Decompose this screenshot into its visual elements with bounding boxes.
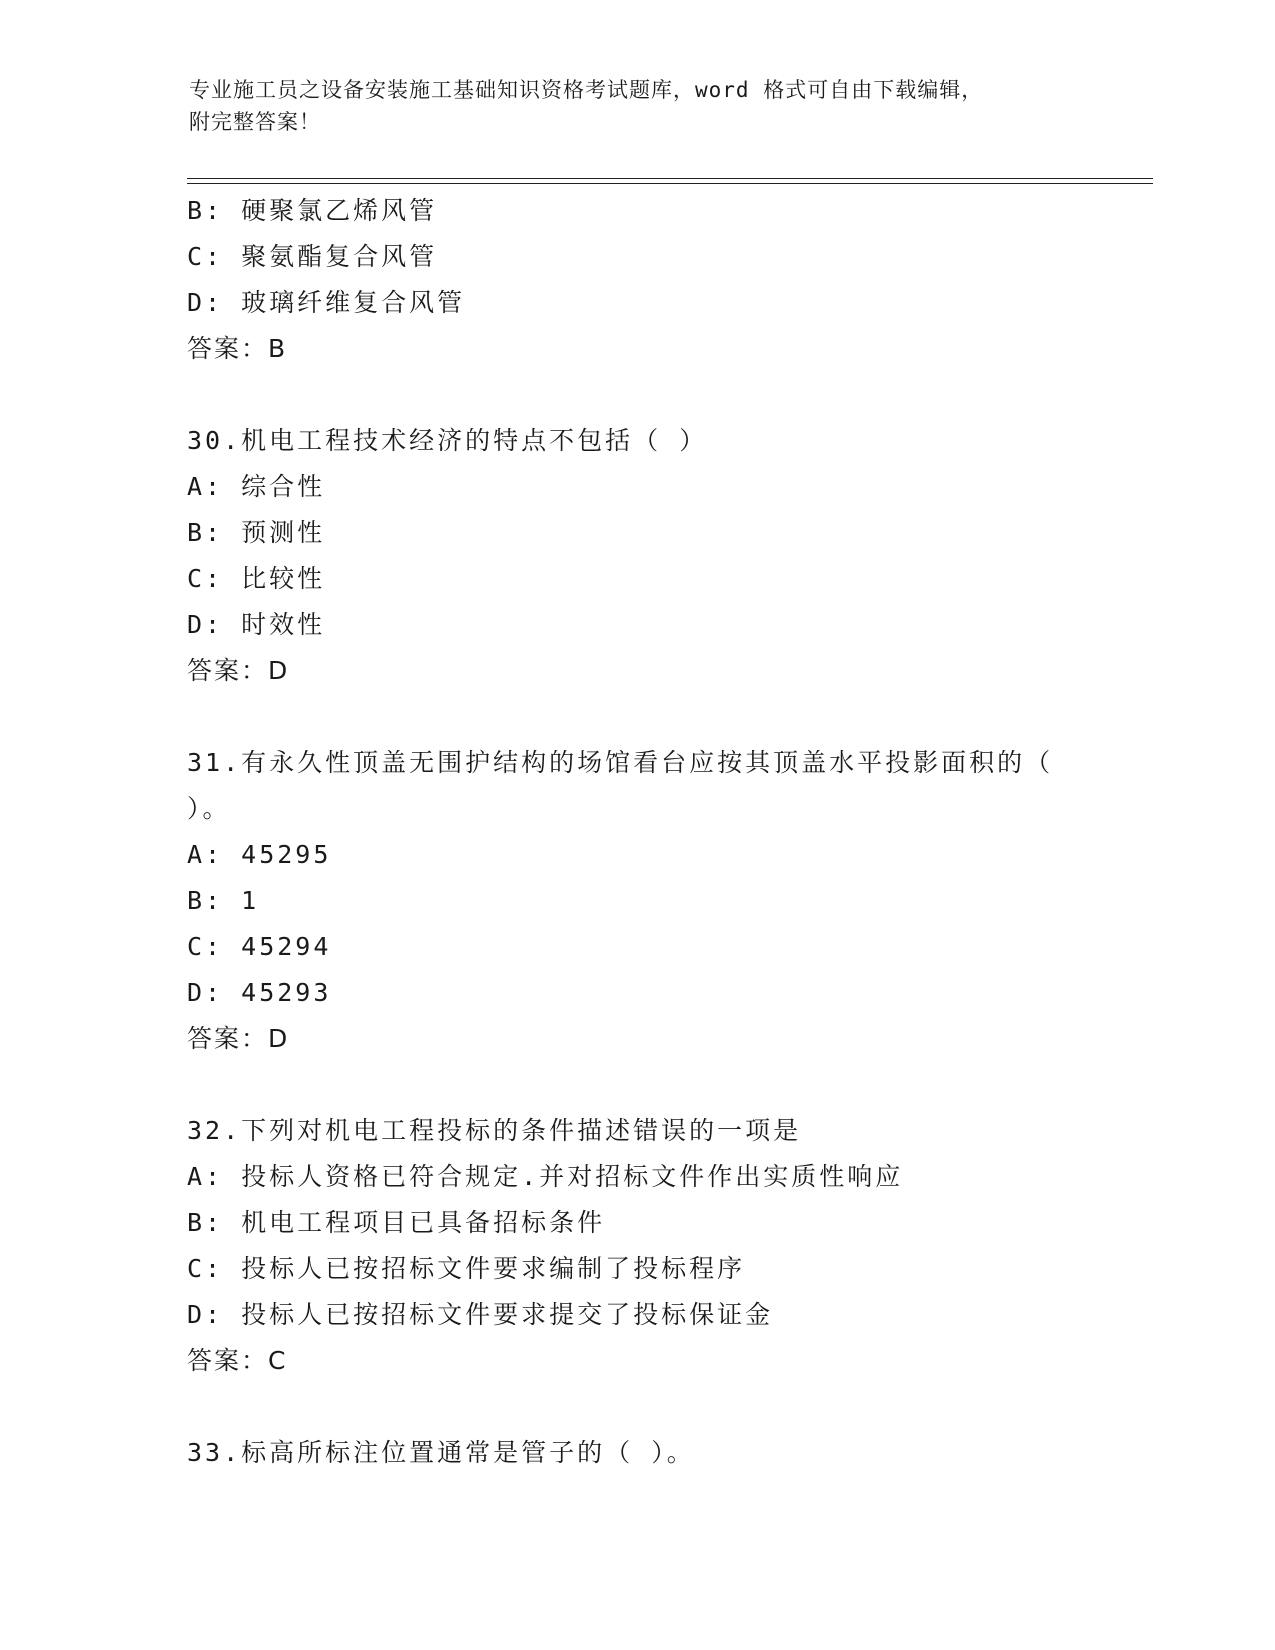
option-b: B: 预测性: [187, 518, 326, 547]
spacer: [187, 694, 1087, 740]
option-c: C: 聚氨酯复合风管: [187, 242, 438, 271]
answer-label: 答案：D: [187, 1024, 290, 1053]
question-stem: 33.标高所标注位置通常是管子的（ ）。: [187, 1438, 695, 1467]
spacer: [187, 1062, 1087, 1108]
option-c: C: 投标人已按招标文件要求编制了投标程序: [187, 1254, 746, 1283]
option-d: D: 时效性: [187, 610, 326, 639]
question-stem: 30.机电工程技术经济的特点不包括（ ）: [187, 426, 708, 455]
option-b: B: 1: [187, 886, 260, 915]
option-a: A: 综合性: [187, 472, 326, 501]
spacer: [187, 1384, 1087, 1430]
header-divider-bottom: [187, 183, 1153, 184]
option-a: A: 投标人资格已符合规定.并对招标文件作出实质性响应: [187, 1162, 904, 1191]
option-b: B: 硬聚氯乙烯风管: [187, 196, 438, 225]
answer-label: 答案：B: [187, 334, 288, 363]
spacer: [187, 372, 1087, 418]
document-header: [189, 74, 1089, 138]
question-list: [187, 188, 1087, 1476]
header-line-2: 附完整答案！: [189, 110, 321, 134]
option-a: A: 45295: [187, 840, 332, 869]
question-stem: 32.下列对机电工程投标的条件描述错误的一项是: [187, 1116, 802, 1145]
option-d: D: 45293: [187, 978, 332, 1007]
option-c: C: 比较性: [187, 564, 326, 593]
question-stem-continued: ）。: [187, 794, 231, 823]
header-line-1: 专业施工员之设备安装施工基础知识资格考试题库，word 格式可自由下载编辑，: [189, 78, 984, 102]
option-c: C: 45294: [187, 932, 332, 961]
option-d: D: 投标人已按招标文件要求提交了投标保证金: [187, 1300, 774, 1329]
answer-label: 答案：D: [187, 656, 290, 685]
option-d: D: 玻璃纤维复合风管: [187, 288, 466, 317]
answer-label: 答案：C: [187, 1346, 288, 1375]
question-stem: 31.有永久性顶盖无围护结构的场馆看台应按其顶盖水平投影面积的（: [187, 748, 1054, 777]
option-b: B: 机电工程项目已具备招标条件: [187, 1208, 606, 1237]
header-divider-top: [187, 178, 1153, 179]
